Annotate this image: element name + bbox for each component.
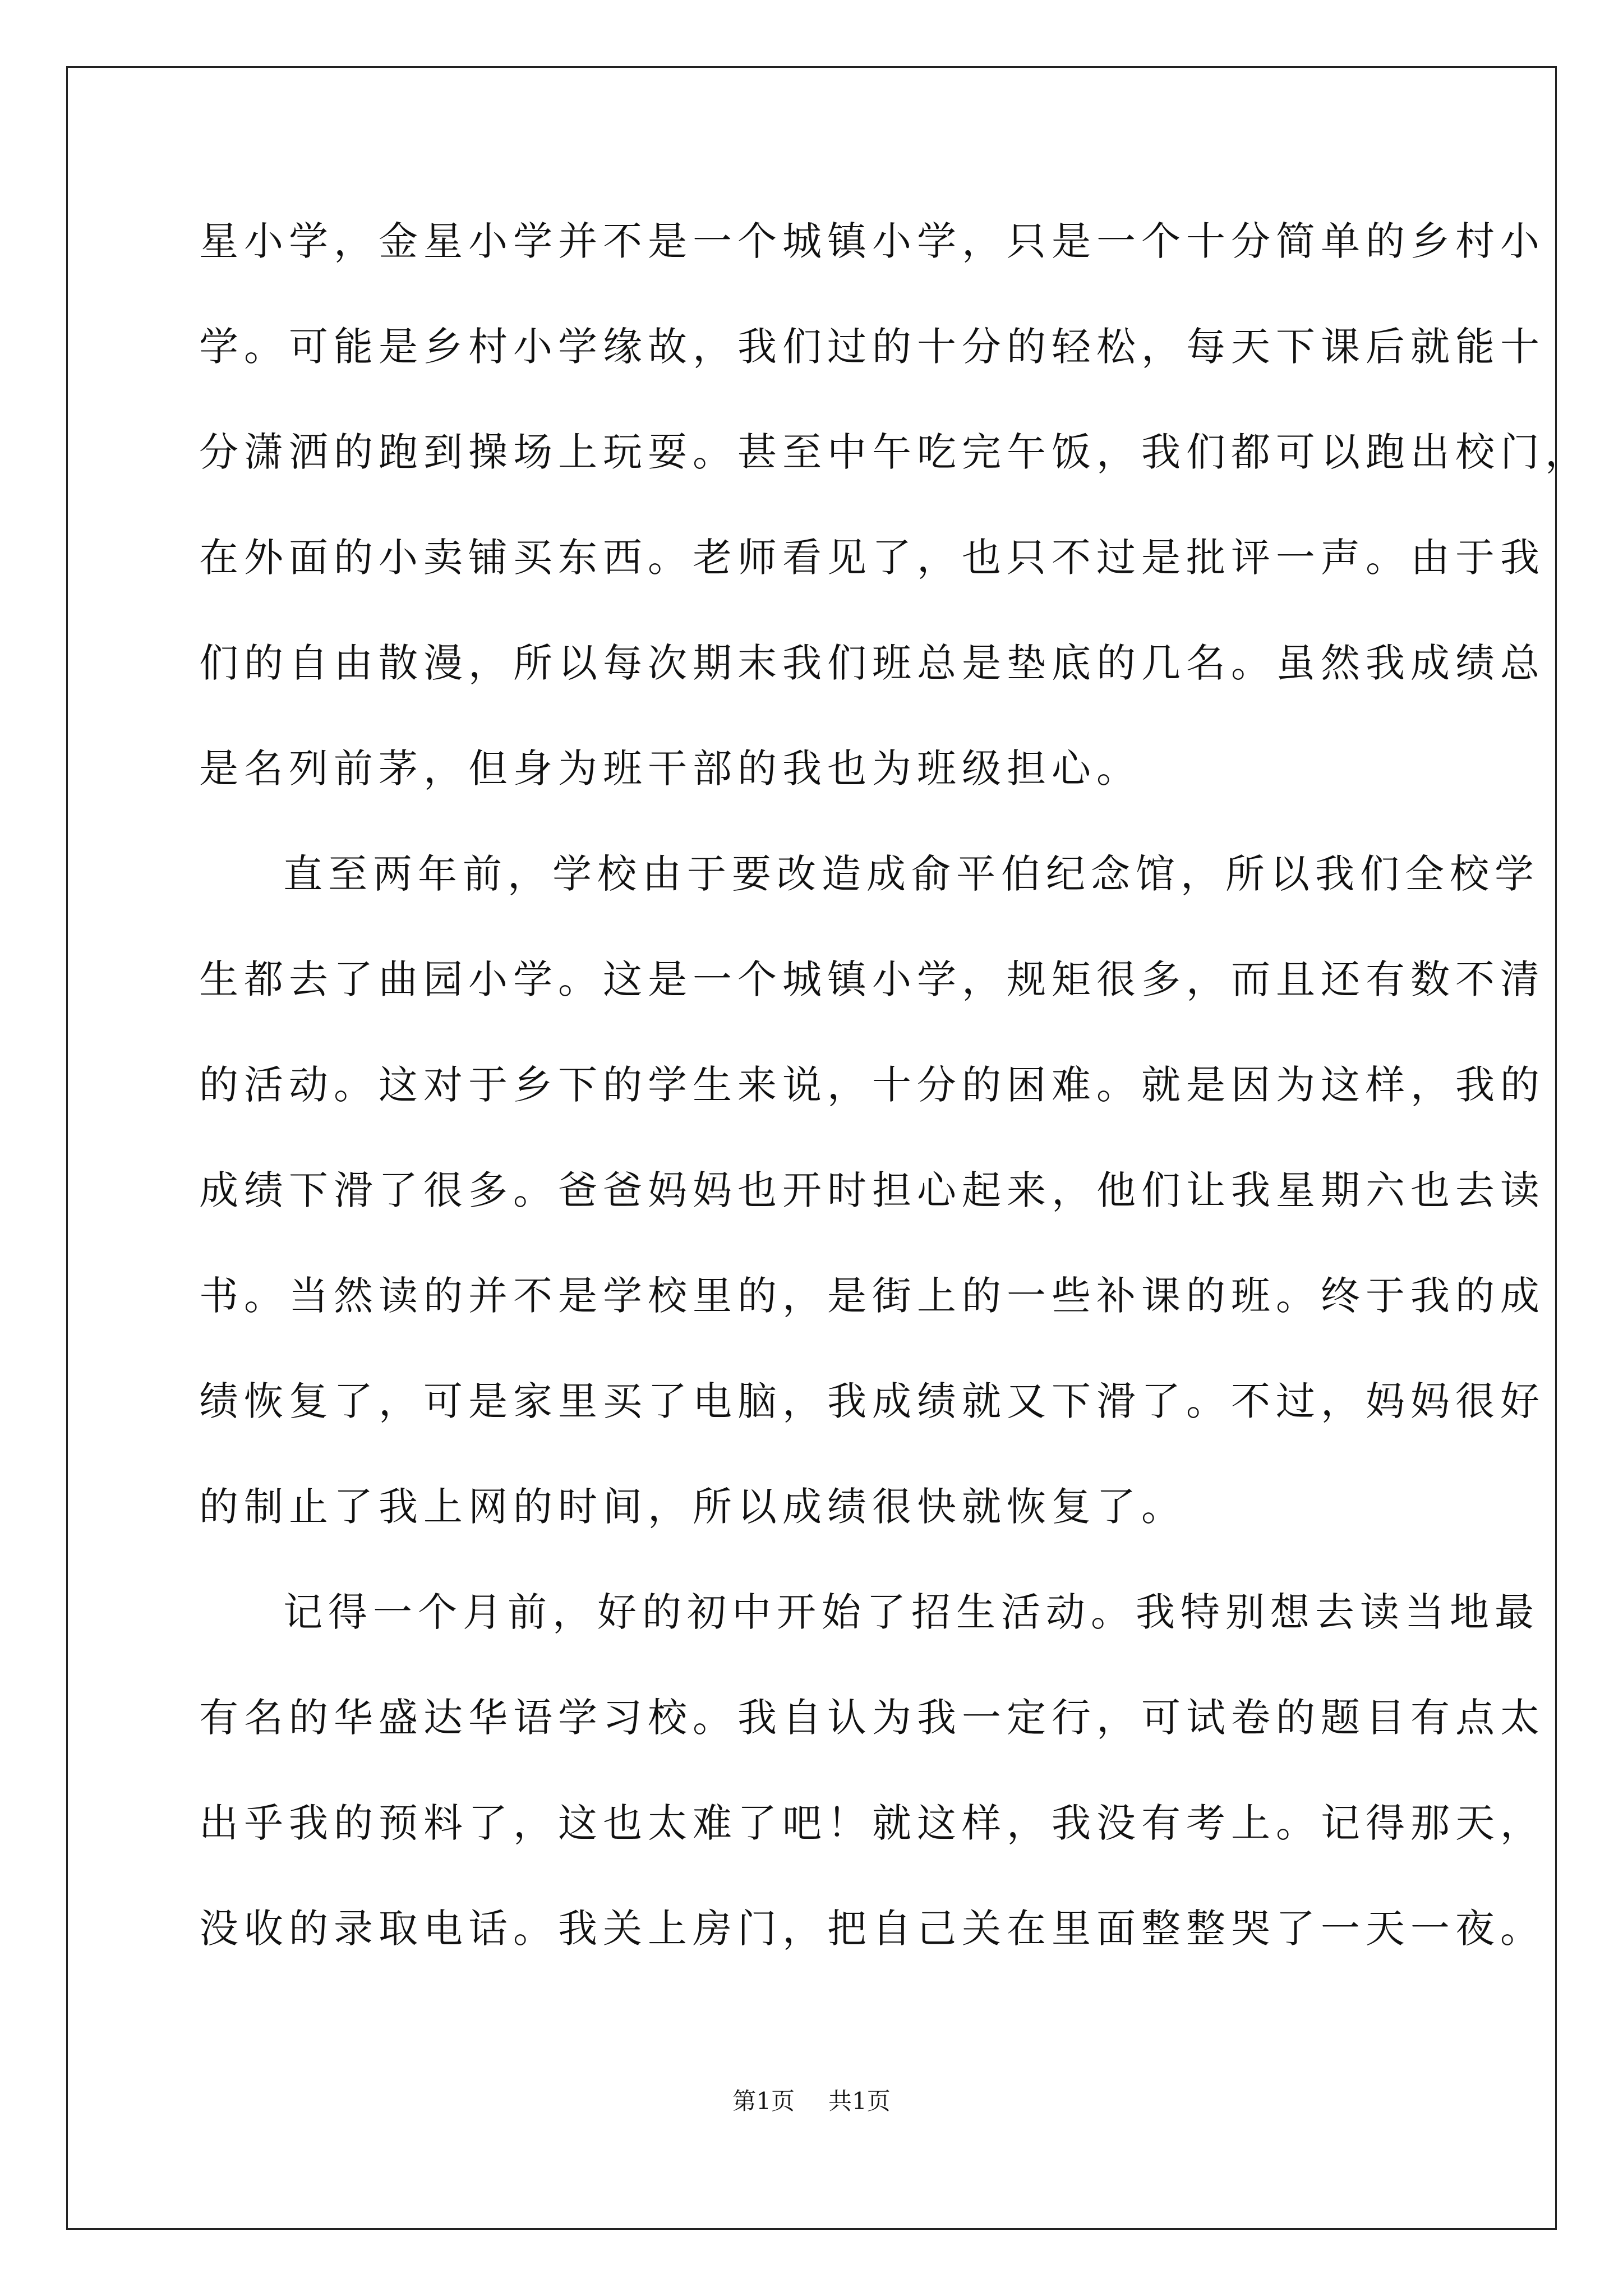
text-line: 绩恢复了，可是家里买了电脑，我成绩就又下滑了。不过，妈妈很好 — [199, 1378, 1545, 1424]
text-line: 出乎我的预料了，这也太难了吧！就这样，我没有考上。记得那天， — [199, 1800, 1545, 1846]
paragraph-start-line: 记得一个月前，好的初中开始了招生活动。我特别想去读当地最 — [283, 1589, 1539, 1635]
text-line: 的制止了我上网的时间，所以成绩很快就恢复了。 — [199, 1484, 1186, 1530]
text-line: 在外面的小卖铺买东西。老师看见了，也只不过是批评一声。由于我 — [199, 535, 1545, 581]
text-line: 是名列前茅，但身为班干部的我也为班级担心。 — [199, 746, 1141, 792]
text-line: 没收的录取电话。我关上房门，把自己关在里面整整哭了一天一夜。 — [199, 1906, 1545, 1952]
text-line: 有名的华盛达华语学习校。我自认为我一定行，可试卷的题目有点太 — [199, 1695, 1545, 1741]
paragraph-start-line: 直至两年前，学校由于要改造成俞平伯纪念馆，所以我们全校学 — [283, 851, 1539, 897]
page-total: 共1页 — [828, 2087, 891, 2115]
text-line: 分潇洒的跑到操场上玩耍。甚至中午吃完午饭，我们都可以跑出校门， — [199, 429, 1590, 475]
text-line: 星小学，金星小学并不是一个城镇小学，只是一个十分简单的乡村小 — [199, 218, 1545, 264]
text-line: 成绩下滑了很多。爸爸妈妈也开时担心起来，他们让我星期六也去读 — [199, 1167, 1545, 1213]
page-footer — [0, 2085, 1623, 2118]
text-line: 学。可能是乡村小学缘故，我们过的十分的轻松，每天下课后就能十 — [199, 324, 1545, 370]
text-line: 书。当然读的并不是学校里的，是街上的一些补课的班。终于我的成 — [199, 1273, 1545, 1319]
text-line: 生都去了曲园小学。这是一个城镇小学，规矩很多，而且还有数不清 — [199, 956, 1545, 1002]
document-body — [199, 210, 1590, 2003]
page-number: 第1页 — [732, 2087, 795, 2115]
text-line: 的活动。这对于乡下的学生来说，十分的困难。就是因为这样，我的 — [199, 1062, 1545, 1108]
text-line: 们的自由散漫，所以每次期末我们班总是垫底的几名。虽然我成绩总 — [199, 640, 1545, 686]
